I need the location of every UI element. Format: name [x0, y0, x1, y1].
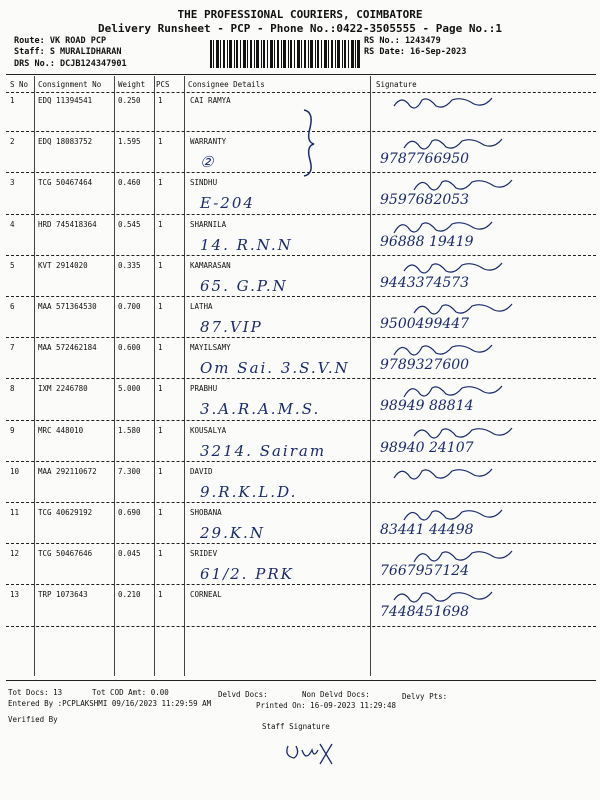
- row-signature-scribble: [402, 259, 522, 277]
- row-sno: 1: [10, 96, 15, 105]
- row-handwritten-phone: 98940 24107: [380, 439, 474, 456]
- row-weight: 0.700: [118, 302, 141, 311]
- row-sno: 9: [10, 425, 15, 435]
- non-delivered-docs: Non Delvd Docs:: [302, 690, 370, 699]
- row-handwritten-address: 3.A.R.A.M.S.: [200, 400, 321, 419]
- row-signature-scribble: [412, 300, 532, 318]
- row-consignee: DAVID: [190, 466, 213, 476]
- row-sno: 2: [10, 137, 15, 147]
- row-consignee: SINDHU: [190, 178, 218, 188]
- total-docs: Tot Docs: 13: [8, 688, 63, 697]
- row-signature-scribble: [392, 341, 512, 359]
- row-signature-scribble: [392, 588, 512, 606]
- row-sno: 13: [10, 590, 20, 600]
- row-separator: [6, 255, 596, 256]
- printed-on: Printed On: 16-09-2023 11:29:48: [256, 701, 396, 710]
- row-sno: 7: [10, 343, 15, 353]
- row-consignee: MAYILSAMY: [190, 343, 231, 353]
- row-weight: 5.000: [118, 384, 141, 394]
- row-handwritten-phone: 9500499447: [380, 316, 470, 332]
- route-label: Route: VK ROAD PCP: [14, 36, 107, 46]
- row-weight: 0.045: [118, 549, 141, 559]
- entered-by: Entered By :PCPLAKSHMI 09/16/2023 11:29:59 AM: [8, 699, 212, 708]
- row-pcs: 1: [158, 466, 163, 476]
- row-signature-scribble: [392, 465, 512, 483]
- row-sno: 11: [10, 508, 20, 517]
- delivered-docs: Delvd Docs:: [218, 690, 268, 699]
- row-pcs: 1: [158, 384, 163, 394]
- row-pcs: 1: [158, 549, 163, 559]
- row-consignee: WARRANTY: [190, 137, 227, 147]
- row-separator: [6, 337, 596, 338]
- row-handwritten-address: ②: [200, 153, 216, 172]
- row-sno: 4: [10, 219, 15, 229]
- row-handwritten-address: 65. G.P.N: [200, 276, 288, 295]
- row-pcs: 1: [158, 425, 163, 435]
- row-sno: 10: [10, 466, 20, 476]
- row-consignment-no: TCG 50467464: [38, 178, 93, 188]
- row-consignment-no: MAA 572462184: [38, 343, 97, 353]
- row-handwritten-address: 29.K.N: [200, 524, 265, 542]
- row-handwritten-phone: 96888 19419: [380, 233, 474, 250]
- barcode: [210, 40, 360, 68]
- row-consignee: SHOBANA: [190, 508, 222, 517]
- row-separator: [6, 502, 596, 503]
- row-handwritten-phone: 83441 44498: [380, 522, 474, 538]
- row-separator: [6, 378, 596, 379]
- company-title: THE PROFESSIONAL COURIERS, COIMBATORE: [177, 8, 423, 21]
- row-consignee: PRABHU: [190, 384, 218, 394]
- row-handwritten-phone: 9787766950: [380, 151, 470, 168]
- row-consignment-no: HRD 745418364: [38, 219, 97, 229]
- row-consignee: CORNEAL: [190, 590, 222, 600]
- delivery-points: Delvy Pts:: [402, 692, 448, 701]
- row-signature-scribble: [392, 94, 512, 112]
- row-consignee: CAI RAMYA: [190, 96, 231, 105]
- row-sno: 6: [10, 302, 15, 311]
- row-pcs: 1: [158, 137, 163, 147]
- row-handwritten-address: 87.VIP: [200, 318, 263, 336]
- staff-label: Staff: S MURALIDHARAN: [14, 47, 122, 57]
- col-sno: S No: [10, 80, 29, 89]
- row-consignment-no: MRC 448010: [38, 425, 84, 435]
- row-pcs: 1: [158, 219, 163, 229]
- row-consignment-no: EDQ 11394541: [38, 96, 93, 105]
- row-separator: [6, 584, 596, 585]
- row-handwritten-address: 3214. Sairam: [200, 441, 327, 460]
- row-sno: 8: [10, 384, 15, 394]
- col-consignee: Consignee Details: [188, 80, 265, 89]
- col-pcs: PCS: [156, 80, 170, 89]
- row-signature-scribble: [412, 547, 532, 565]
- row-consignment-no: IXM 2246780: [38, 384, 88, 394]
- row-handwritten-phone: 9443374573: [380, 274, 470, 291]
- row-separator: [6, 461, 596, 462]
- row-consignee: KAMARASAN: [190, 260, 231, 270]
- row-handwritten-address: 9.R.K.L.D.: [200, 482, 298, 501]
- row-weight: 1.580: [118, 425, 141, 435]
- row-sno: 3: [10, 178, 15, 188]
- row-consignee: SRIDEV: [190, 549, 218, 559]
- row-separator: [6, 420, 596, 421]
- row-handwritten-phone: 7667957124: [380, 563, 470, 580]
- row-signature-scribble: [412, 176, 532, 194]
- brace-mark: [300, 108, 320, 178]
- row-signature-scribble: [402, 382, 522, 400]
- row-handwritten-address: 61/2. PRK: [200, 565, 294, 584]
- row-pcs: 1: [158, 260, 163, 270]
- row-weight: 0.250: [118, 96, 141, 105]
- row-handwritten-address: E-204: [200, 194, 255, 213]
- row-sno: 5: [10, 260, 15, 270]
- row-pcs: 1: [158, 590, 163, 600]
- staff-signature-scribble: [282, 736, 342, 766]
- row-weight: 0.335: [118, 260, 141, 270]
- drs-number: DRS No.: DCJB124347901: [14, 59, 127, 69]
- rs-number: RS No.: 1243479: [364, 36, 441, 46]
- row-weight: 0.545: [118, 219, 141, 229]
- row-handwritten-address: Om Sai. 3.S.V.N: [200, 359, 350, 378]
- row-consignment-no: TRP 1073643: [38, 590, 88, 600]
- row-consignment-no: EDQ 18083752: [38, 137, 93, 147]
- row-separator: [6, 214, 596, 215]
- row-consignee: KOUSALYA: [190, 425, 227, 435]
- row-consignee: LATHA: [190, 302, 213, 311]
- row-weight: 0.600: [118, 343, 141, 353]
- staff-signature-label: Staff Signature: [262, 722, 330, 731]
- row-pcs: 1: [158, 96, 163, 105]
- row-signature-scribble: [402, 506, 522, 524]
- row-pcs: 1: [158, 178, 163, 188]
- col-consignment: Consignment No: [38, 80, 102, 89]
- row-signature-scribble: [402, 135, 522, 153]
- row-separator: [6, 296, 596, 297]
- row-consignment-no: KVT 2914020: [38, 260, 88, 270]
- col-signature: Signature: [376, 80, 417, 89]
- row-consignment-no: MAA 571364530: [38, 302, 97, 311]
- row-separator: [6, 626, 596, 627]
- row-consignment-no: MAA 292110672: [38, 466, 97, 476]
- row-weight: 1.595: [118, 137, 141, 147]
- row-pcs: 1: [158, 508, 163, 517]
- row-consignee: SHARNILA: [190, 219, 227, 229]
- row-signature-scribble: [412, 424, 532, 442]
- row-handwritten-phone: 9597682053: [380, 192, 470, 209]
- row-handwritten-phone: 98949 88814: [380, 398, 474, 415]
- verified-by: Verified By: [8, 715, 58, 724]
- runsheet-subtitle: Delivery Runsheet - PCP - Phone No.:0422-3505555 - Page No.:1: [98, 22, 502, 35]
- row-handwritten-address: 14. R.N.N: [200, 235, 293, 254]
- col-weight: Weight: [118, 80, 146, 89]
- row-handwritten-phone: 7448451698: [380, 604, 470, 621]
- row-handwritten-phone: 9789327600: [380, 357, 470, 374]
- row-weight: 0.210: [118, 590, 141, 600]
- row-pcs: 1: [158, 343, 163, 353]
- row-consignment-no: TCG 50467646: [38, 549, 93, 559]
- row-weight: 0.690: [118, 508, 141, 517]
- row-weight: 0.460: [118, 178, 141, 188]
- row-signature-scribble: [392, 218, 512, 236]
- row-sno: 12: [10, 549, 20, 559]
- row-consignment-no: TCG 40629192: [38, 508, 93, 517]
- total-cod-amount: Tot COD Amt: 0.00: [92, 688, 169, 697]
- row-weight: 7.300: [118, 466, 141, 476]
- rs-date: RS Date: 16-Sep-2023: [364, 47, 467, 57]
- row-pcs: 1: [158, 302, 163, 311]
- row-separator: [6, 543, 596, 544]
